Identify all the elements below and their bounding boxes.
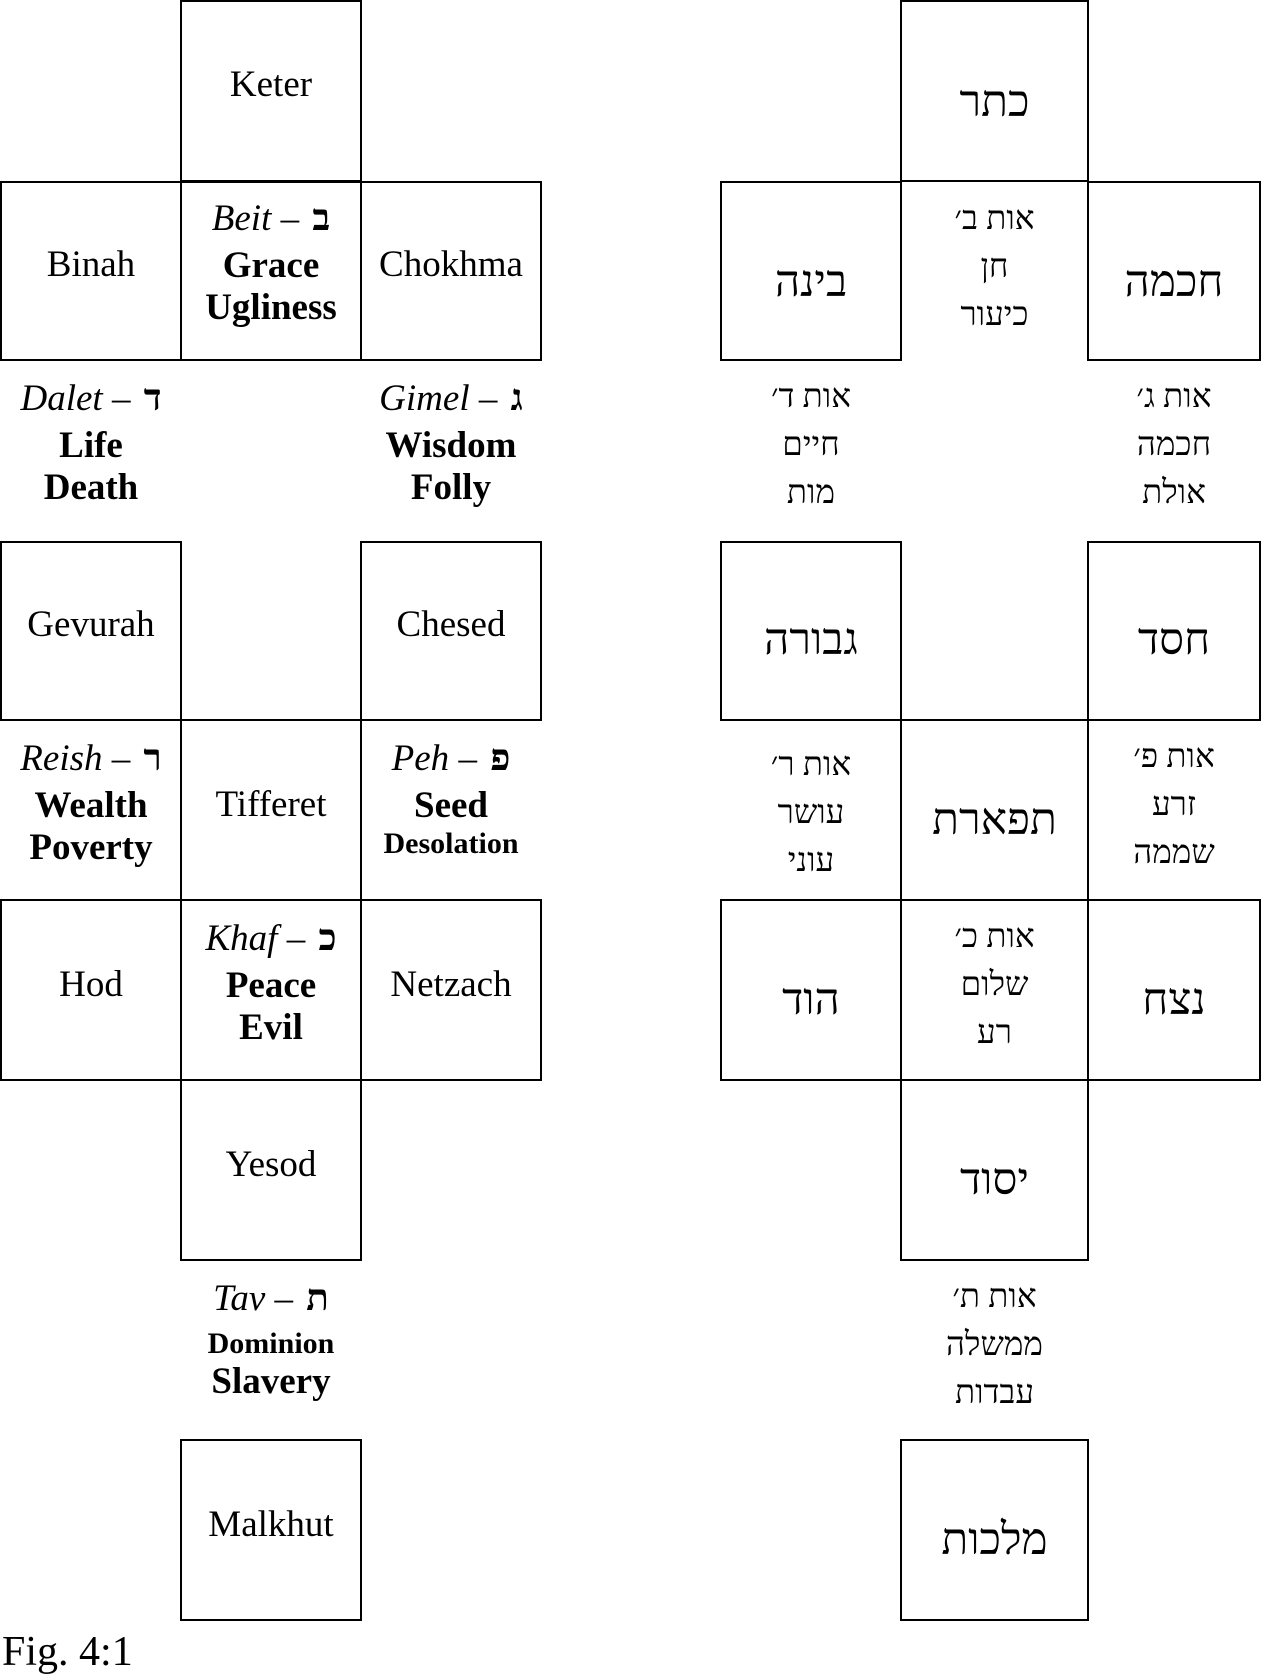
he-letter-reish [720, 742, 902, 892]
gevurah-text: Gevurah [27, 604, 155, 646]
he-letter-khaf [900, 914, 1089, 1064]
letter-beit-name: Beit [211, 198, 272, 239]
he-letter-khaf-line1: שלום [960, 966, 1029, 1003]
letter-reish-line2: Poverty [29, 826, 153, 868]
label-he-netzach [1087, 970, 1261, 1030]
he-letter-gimel-line2: אולת [1142, 474, 1206, 511]
letter-tav [180, 1278, 362, 1428]
chesed-text: Chesed [396, 604, 506, 646]
letter-gimel [360, 378, 542, 528]
letter-tav-glyph: ת [306, 1278, 329, 1319]
letter-peh-glyph: פ [490, 738, 511, 779]
letter-gimel-line1: Wisdom [385, 425, 517, 467]
label-hod [0, 960, 182, 1010]
letter-beit-head: Beit – ב [211, 198, 331, 239]
letter-dalet-line1: Life [59, 425, 123, 467]
letter-reish-name: Reish [20, 738, 103, 779]
letter-peh-head: Peh – פ [391, 738, 511, 779]
he-letter-reish-line2: עוני [787, 842, 835, 879]
letter-beit-glyph: ב [312, 198, 331, 239]
he-letter-beit-head: אות ב׳ [954, 201, 1035, 237]
label-chokhma [360, 240, 542, 290]
label-he-hod [720, 970, 902, 1030]
he-letter-khaf-line2: רע [977, 1014, 1012, 1051]
he-chokhma-text: חכמה [1124, 257, 1224, 307]
keter-text: Keter [229, 64, 313, 106]
letter-beit-line2: Ugliness [205, 286, 337, 328]
letter-beit [180, 198, 362, 348]
label-he-malkhut [900, 1510, 1089, 1570]
he-yesod-text: יסוד [960, 1155, 1029, 1205]
malkhut-text: Malkhut [208, 1504, 334, 1546]
letter-reish-line1: Wealth [34, 785, 148, 827]
he-letter-gimel [1087, 374, 1261, 524]
he-letter-reish-line1: עושר [777, 794, 845, 831]
he-tifferet-text: תפארת [932, 795, 1057, 845]
label-yesod [180, 1140, 362, 1190]
he-letter-dalet [720, 374, 902, 524]
he-malkhut-text: מלכות [941, 1515, 1048, 1565]
letter-khaf-line2: Evil [239, 1006, 303, 1048]
he-keter-text: כתר [959, 77, 1030, 127]
letter-tav-head: Tav – ת [213, 1278, 329, 1319]
letter-dalet-glyph: ד [143, 378, 162, 419]
letter-khaf [180, 918, 362, 1068]
letter-peh-line1: Seed [414, 785, 488, 827]
he-letter-peh-head: אות פ׳ [1133, 739, 1215, 775]
letter-dalet-name: Dalet [20, 378, 103, 419]
he-letter-peh-line2: שממה [1133, 834, 1215, 871]
he-letter-khaf-head: אות כ׳ [954, 919, 1035, 955]
label-he-binah [720, 252, 902, 312]
letter-peh [360, 738, 542, 888]
he-binah-text: בינה [774, 257, 848, 307]
letter-tav-line2: Slavery [211, 1361, 331, 1403]
he-letter-gimel-head: אות ג׳ [1136, 379, 1212, 415]
letter-khaf-head: Khaf – כ [205, 918, 337, 959]
he-chesed-text: חסד [1137, 615, 1211, 665]
he-letter-tav [900, 1274, 1089, 1424]
he-letter-tav-line2: עבדות [954, 1374, 1035, 1411]
he-letter-beit-line2: כיעור [960, 296, 1029, 333]
label-malkhut [180, 1500, 362, 1550]
label-tifferet [180, 780, 362, 830]
label-he-tifferet [900, 790, 1089, 850]
label-he-chesed [1087, 610, 1261, 670]
he-netzach-text: נצח [1142, 975, 1206, 1025]
label-he-yesod [900, 1150, 1089, 1210]
he-letter-dalet-head: אות ד׳ [770, 379, 852, 415]
figure-caption: Fig. 4:1 [2, 1629, 133, 1675]
he-letter-reish-head: אות ר׳ [770, 747, 852, 783]
letter-reish-head: Reish – ר [20, 738, 162, 779]
he-hod-text: הוד [782, 975, 840, 1025]
letter-dalet [0, 378, 182, 528]
he-letter-tav-head: אות ת׳ [952, 1279, 1037, 1315]
letter-tav-line1: Dominion [207, 1327, 335, 1361]
he-letter-peh [1087, 734, 1261, 884]
letter-dalet-line2: Death [43, 466, 139, 508]
chokhma-text: Chokhma [379, 244, 523, 286]
letter-khaf-line1: Peace [225, 965, 317, 1007]
letter-peh-name: Peh [391, 738, 450, 779]
label-chesed [360, 600, 542, 650]
he-letter-gimel-line1: חכמה [1136, 426, 1212, 463]
binah-text: Binah [46, 244, 136, 286]
label-he-keter [900, 72, 1089, 132]
label-netzach [360, 960, 542, 1010]
label-he-chokhma [1087, 252, 1261, 312]
letter-beit-line1: Grace [222, 245, 320, 287]
he-letter-peh-line1: זרע [1151, 786, 1197, 823]
letter-reish [0, 738, 182, 888]
letter-dalet-head: Dalet – ד [20, 378, 162, 419]
he-letter-beit-line1: חן [980, 248, 1009, 285]
letter-reish-glyph: ר [143, 738, 162, 779]
letter-gimel-name: Gimel [379, 378, 470, 419]
he-letter-tav-line1: ממשלה [946, 1326, 1043, 1363]
label-keter [180, 60, 362, 110]
letter-peh-line2: Desolation [383, 826, 519, 860]
tifferet-text: Tifferet [215, 784, 327, 826]
netzach-text: Netzach [390, 964, 512, 1006]
letter-gimel-head: Gimel – ג [379, 378, 523, 419]
letter-gimel-glyph: ג [510, 378, 523, 419]
he-gevurah-text: גבורה [764, 615, 858, 665]
letter-khaf-glyph: כ [318, 918, 337, 959]
letter-khaf-name: Khaf [205, 918, 278, 959]
he-letter-dalet-line2: מות [786, 474, 836, 511]
label-gevurah [0, 600, 182, 650]
letter-tav-name: Tav [213, 1278, 266, 1319]
he-letter-beit [900, 196, 1089, 346]
he-letter-dalet-line1: חיים [782, 426, 840, 463]
label-he-gevurah [720, 610, 902, 670]
letter-gimel-line2: Folly [410, 466, 492, 508]
hod-text: Hod [59, 964, 123, 1006]
label-binah [0, 240, 182, 290]
yesod-text: Yesod [225, 1144, 317, 1186]
